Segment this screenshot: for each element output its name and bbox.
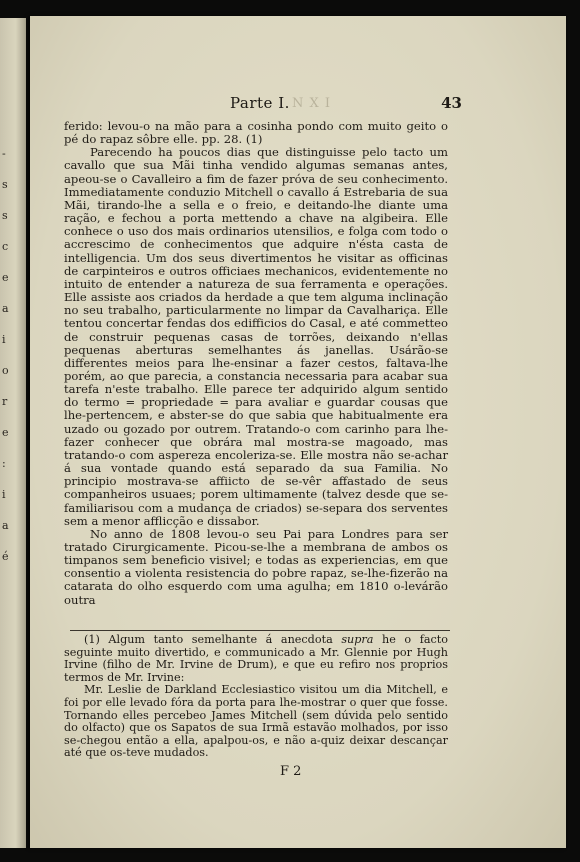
facing-mark: i — [2, 333, 6, 346]
page-number: 43 — [441, 94, 462, 112]
facing-mark: é — [2, 550, 9, 563]
facing-mark: e — [2, 426, 9, 439]
facing-page-marks — [2, 138, 9, 572]
footnote-italic: supra — [341, 633, 374, 646]
facing-mark: e — [2, 271, 9, 284]
footnote-text: (1) Algum tanto semelhante á anecdota — [84, 633, 342, 646]
facing-mark: r — [2, 395, 8, 408]
facing-mark: a — [2, 302, 9, 315]
signature-mark: F 2 — [280, 764, 302, 779]
facing-mark: o — [2, 364, 9, 377]
body-text — [64, 120, 448, 607]
footnote-paragraph: Mr. Leslie de Darkland Ecclesiastico visitou um dia Mitchell, e foi por elle levado fóra da porta para lhe-mostrar o quer que fosse. Tornando elles percebeo James Mitchell (sem dúvida pelo sentido do olfacto) que os Sapatos de sua Irmã estavão molhados, por isso se-chegou então a ella, apalpou-os, e não a-quiz deixar descançar até que os-teve mudados. — [64, 683, 448, 760]
paragraph: No anno de 1808 levou-o seu Pai para Londres para ser tratado Cirurgicamente. Picou-se-lhe a membrana de ambos os timpanos sem beneficio visivel; e todas as experiencias, em que consentio a violenta resistencia do pobre rapaz, se-lhe-fizerão na catarata do olho esquerdo com uma agulha; em 1810 o-levárão outra — [64, 526, 448, 607]
paragraph: Parecendo ha poucos dias que distinguisse pelo tacto um cavallo que sua Mãi tinha vendido algumas semanas antes, apeou-se o Cavalleiro a fim de fazer próva de seu conhecimento. Immediatamente conduzio Mitchell o cavallo á Estrebaria de sua Mãi, tirando-lhe a sella e o freio, e deitando-lhe diante uma ração, e fechou a porta mettendo a chave na algibeira. Elle conhece o uso dos mais ordinarios utensilios, e folga com todo o accrescimo de conhecimentos que adquire n'ésta casta de intelligencia. Um dos seus divertimentos he visitar as officinas de carpinteiros e outros officiaes mechanicos, evidentemente no intuito de entender a natureza de sua ferramenta e operações. Elle assiste aos criados da herdade a que tem alguma inclinação no seu trabalho, particularmente no limpar da Cavalhariça. Elle tentou concertar fendas dos edifficios do Casal, e até commetteo de construir pequenas casas de torrões, deixando n'ellas pequenas aberturas semelhantes ás janellas. Usárão-se differentes meios para lhe-ensinar a fazer cestos, faltava-lhe porém, ao que parecia, a constancia necessaria para acabar sua tarefa n'este trabalho. Elle parece ter adquirido algum sentido do termo = propriedade = para avaliar e guardar cousas que lhe-pertencem, e abster-se do que sabia que habitualmente era uzado ou gozado por outrem. Tratando-o com carinho para lhe-fazer conhecer que obrára mal mostra-se magoado, mas tratando-o com aspereza encoleriza-se. Elle mostra não se-achar á sua vontade quando está separado da sua Familia. No principio mostrava-se affiicto de se-vêr affastado de seus companheiros usuaes; porem ultimamente (talvez desde que se-familiarisou com a mudança de criados) se-separa dos serventes sem a menor afflicção e dissabor. — [64, 145, 448, 528]
facing-mark: i — [2, 488, 6, 501]
footnote-text: he o facto seguinte muito divertido, e communicado a Mr. Glennie por Hugh Irvine (filho de Mr. Irvine de Drum), e que eu refiro nos proprios termos de Mr. Irvine: — [64, 633, 449, 684]
footnote — [64, 634, 448, 760]
part-title: Parte I. — [230, 94, 290, 112]
facing-mark: s — [2, 209, 8, 222]
paragraph-continuation: ferido: levou-o na mão para a cosinha pondo com muito geito o pé do rapaz sôbre elle. pp. 28. (1) — [64, 119, 448, 147]
facing-mark: s — [2, 178, 8, 191]
footnote-paragraph — [64, 634, 448, 684]
footnote-divider — [70, 630, 450, 631]
book-page — [30, 16, 566, 848]
facing-page-edge — [0, 18, 26, 848]
show-through-text: N X I — [292, 96, 332, 111]
facing-mark: - — [2, 147, 6, 160]
facing-mark: : — [2, 457, 6, 470]
facing-mark: a — [2, 519, 9, 532]
facing-mark: c — [2, 240, 9, 253]
running-head — [30, 94, 566, 116]
